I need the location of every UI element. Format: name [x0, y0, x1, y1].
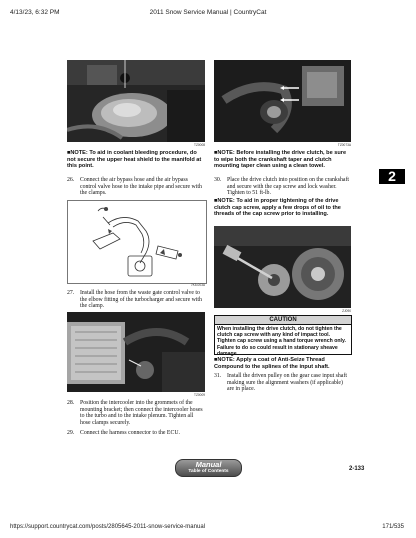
step-30	[214, 177, 351, 197]
engine-heat-shield-photo	[67, 60, 205, 142]
intercooler-photo	[67, 312, 205, 392]
page-count: 171/535	[382, 524, 404, 530]
drive-clutch-install-photo	[214, 226, 351, 308]
note-oil-threads: ■NOTE: To aid in proper tightening of the drive clutch cap screw, apply a few drops of oil to the threads of the cap screw prior to installing.	[214, 198, 341, 218]
step-text: Position the intercooler into the grommets of the mounting bracket; then connect the intercooler hoses to the turbo and to the intake plenum. Tighten all hose clamps securely.	[80, 400, 203, 426]
step-text: Install the hose from the waste gate control valve to the elbow fitting of the turbocharger and secure with the clamp.	[80, 290, 202, 310]
step-number: 27.	[67, 290, 75, 296]
caution-title: CAUTION	[215, 316, 351, 325]
photo-caption: TZ0008	[194, 143, 205, 147]
diagram-caption: 7K5-003A	[190, 283, 205, 287]
step-text: Install the driven pulley on the gear case input shaft making sure the alignment washers (if applicable) are in place.	[227, 373, 347, 393]
caution-text: When installing the drive clutch, do not tighten the clutch cap screw with any kind of impact tool. Tighten cap screw using a hand torque wrench only. Failure to do so could result in stationary sheave damage.	[217, 326, 346, 357]
air-bypass-hose-diagram	[67, 200, 207, 284]
step-number: 29.	[67, 430, 75, 436]
step-29	[67, 430, 205, 438]
step-text: Connect the air bypass hose and the air bypass control valve hose to the intake pipe and secure with the clamps.	[80, 177, 202, 197]
page-number: 2-133	[349, 466, 365, 472]
step-text: Place the drive clutch into position on the crankshaft and secure with the cap screw and lock washer. Tighten to 51 ft-lb.	[227, 177, 350, 197]
step-31	[214, 373, 351, 393]
step-number: 28.	[67, 400, 75, 406]
step-number: 31.	[214, 373, 222, 379]
crankshaft-taper-photo	[214, 60, 351, 142]
manual-button-label: Manual	[195, 460, 222, 469]
photo-caption: TZ0009	[194, 393, 205, 397]
section-tab: 2	[379, 169, 405, 184]
step-28	[67, 400, 205, 427]
note-wipe-taper: ■NOTE: Before installing the drive clutch, be sure to wipe both the crankshaft taper and clutch mounting taper clean using a clean towel.	[214, 150, 347, 170]
page-url: https://support.countrycat.com/posts/2805645-2011-snow-service-manual	[10, 524, 205, 530]
photo-caption: ZJ090	[342, 309, 351, 313]
note-anti-seize: ■NOTE: Apply a coat of Anti-Seize Thread Compound to the splines of the input shaft.	[214, 357, 330, 370]
manual-button-sublabel: Table of Contents	[188, 469, 229, 474]
note-coolant-bleeding: ■NOTE: To aid in coolant bleeding procedure, do not secure the upper heat shield to the manifold at this point.	[67, 150, 202, 170]
manual-table-of-contents-button[interactable]	[175, 459, 242, 477]
step-text: Connect the harness connector to the ECU.	[80, 430, 180, 436]
page-title: 2011 Snow Service Manual | CountryCat	[149, 9, 267, 16]
step-26	[67, 177, 205, 197]
step-number: 26.	[67, 177, 75, 183]
step-number: 30.	[214, 177, 222, 183]
caution-box	[214, 315, 352, 355]
step-27	[67, 290, 205, 310]
photo-caption: TZ0073A	[337, 143, 351, 147]
print-datetime: 4/13/23, 6:32 PM	[10, 9, 60, 16]
